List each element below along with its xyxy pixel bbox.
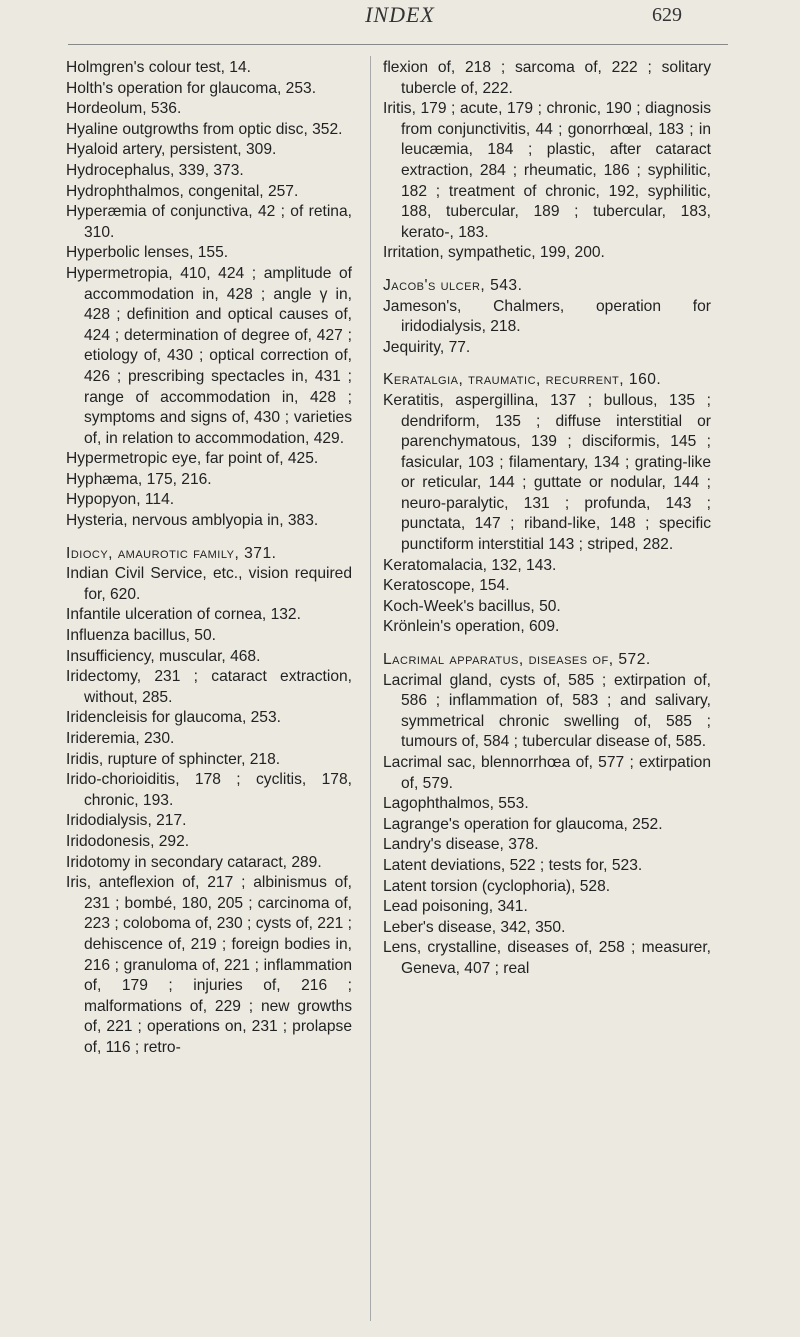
index-entry: Latent deviations, 522 ; tests for, 523. [383,856,643,874]
index-entry: Holth's operation for glaucoma, 253. [66,79,317,97]
index-entry: Latent torsion (cyclophoria), 528. [383,877,611,895]
index-entry: Lacrimal sac, blennorrhœa of, 577 ; extirpation of, 579. [383,754,711,792]
index-entry: Keratitis, aspergillina, 137 ; bullous, 135 ; dendriform, 135 ; diffuse interstitial or parenchymatous, 139 ; disciformis, 145 ; fasicular, 103 ; filamentary, 134 ; grating-like or reticular, 144 ; guttate or nodular, 144 ; neuro-paralytic, 131 ; profunda, 143 ; punctata, 147 ; riband-like, 148 ; specific punctiform interstitial 143 ; striped, 282. [383,391,711,554]
index-column-left [66,58,352,1059]
index-entry: Landry's disease, 378. [383,836,539,854]
index-entry: Hyaline outgrowths from optic disc, 352. [66,120,343,138]
index-entry: Hypopyon, 114. [66,491,175,509]
index-entry: Krönlein's operation, 609. [383,618,560,636]
index-entry: Hypermetropic eye, far point of, 425. [66,450,319,468]
index-entry: Hyperæmia of conjunctiva, 42 ; of retina, 310. [66,203,352,241]
index-entry: Iridodonesis, 292. [66,832,190,850]
index-entry: Lagrange's operation for glaucoma, 252. [383,815,663,833]
index-entry: Hyphæma, 175, 216. [66,470,212,488]
index-entry-list [383,58,711,980]
index-entry: Iritis, 179 ; acute, 179 ; chronic, 190 ; diagnosis from conjunctivitis, 44 ; gonorrhœal, 183 ; in leucæmia, 184 ; plastic, after cataract extraction, 284 ; rheumatic, 186 ; syphilitic, 182 ; treatment of chronic, 192, syphilitic, 188, tubercular, 189 ; tubercular, 183, kerato-, 183. [383,100,711,241]
index-entry: Hyperbolic lenses, 155. [66,244,229,262]
index-entry-section-start: Idiocy, amaurotic family, 371. [66,544,277,562]
index-entry: Iridotomy in secondary cataract, 289. [66,853,322,871]
index-entry-section-start: Keratalgia, traumatic, recurrent, 160. [383,371,662,389]
index-entry: Holmgren's colour test, 14. [66,59,251,76]
index-entry-list [66,58,352,1059]
index-entry: Lens, crystalline, diseases of, 258 ; measurer, Geneva, 407 ; real [383,939,711,977]
index-entry: Iridencleisis for glaucoma, 253. [66,709,281,727]
index-entry: Indian Civil Service, etc., vision required for, 620. [66,565,352,603]
index-entry: Hypermetropia, 410, 424 ; amplitude of accommodation in, 428 ; angle γ in, 428 ; definition and optical causes of, 424 ; determination of degree of, 427 ; etiology of, 430 ; optical correction of, 426 ; prescribing spectacles in, 431 ; range of accommodation in, 428 ; symptoms and signs of, 430 ; varieties of, in relation to accommodation, 429. [66,264,352,447]
index-column-right [383,58,711,980]
index-entry: Koch-Week's bacillus, 50. [383,597,561,615]
index-entry: Keratomalacia, 132, 143. [383,556,557,574]
index-entry: Irido-chorioiditis, 178 ; cyclitis, 178, chronic, 193. [66,771,352,809]
index-entry: Infantile ulceration of cornea, 132. [66,606,301,624]
index-entry-section-start: Jacob's ulcer, 543. [383,276,523,294]
index-entry: Hordeolum, 536. [66,100,182,118]
index-entry: Lagophthalmos, 553. [383,795,529,813]
running-head: INDEX [365,2,435,27]
index-entry-section-start: Lacrimal apparatus, diseases of, 572. [383,651,651,669]
page-header [0,2,800,30]
column-divider [370,56,371,1321]
index-entry: Jequirity, 77. [383,338,471,356]
index-entry: Hyaloid artery, persistent, 309. [66,141,277,159]
index-entry: Insufficiency, muscular, 468. [66,647,261,665]
page-number: 629 [652,4,682,26]
index-entry: Iris, anteflexion of, 217 ; albinismus of, 231 ; bombé, 180, 205 ; carcinoma of, 223 ; coloboma of, 230 ; cysts of, 221 ; dehiscence of, 219 ; foreign bodies in, 216 ; granuloma of, 221 ; inflammation of, 179 ; injuries of, 216 ; malformations of, 229 ; new growths of, 221 ; operations on, 231 ; prolapse of, 116 ; retro- [66,874,352,1056]
index-entry: Hydrocephalus, 339, 373. [66,161,244,179]
index-entry: Keratoscope, 154. [383,577,510,595]
index-entry: Lead poisoning, 341. [383,898,528,916]
index-entry: flexion of, 218 ; sarcoma of, 222 ; solitary tubercle of, 222. [383,59,711,97]
index-entry: Irideremia, 230. [66,730,175,747]
index-entry: Jameson's, Chalmers, operation for iridodialysis, 218. [383,297,711,336]
index-entry: Irritation, sympathetic, 199, 200. [383,244,605,262]
index-entry: Influenza bacillus, 50. [66,627,216,645]
index-entry: Iridis, rupture of sphincter, 218. [66,750,281,768]
index-entry: Iridodialysis, 217. [66,812,187,830]
index-entry: Hysteria, nervous amblyopia in, 383. [66,512,319,530]
index-entry: Lacrimal gland, cysts of, 585 ; extirpation of, 586 ; inflammation of, 583 ; and salivary, symmetrical chronic swelling of, 585 ; tumours of, 584 ; tubercular disease of, 585. [383,671,711,751]
header-rule [68,44,728,45]
index-entry: Iridectomy, 231 ; cataract extraction, without, 285. [66,668,352,706]
index-entry: Leber's disease, 342, 350. [383,918,566,936]
index-entry: Hydrophthalmos, congenital, 257. [66,182,299,200]
